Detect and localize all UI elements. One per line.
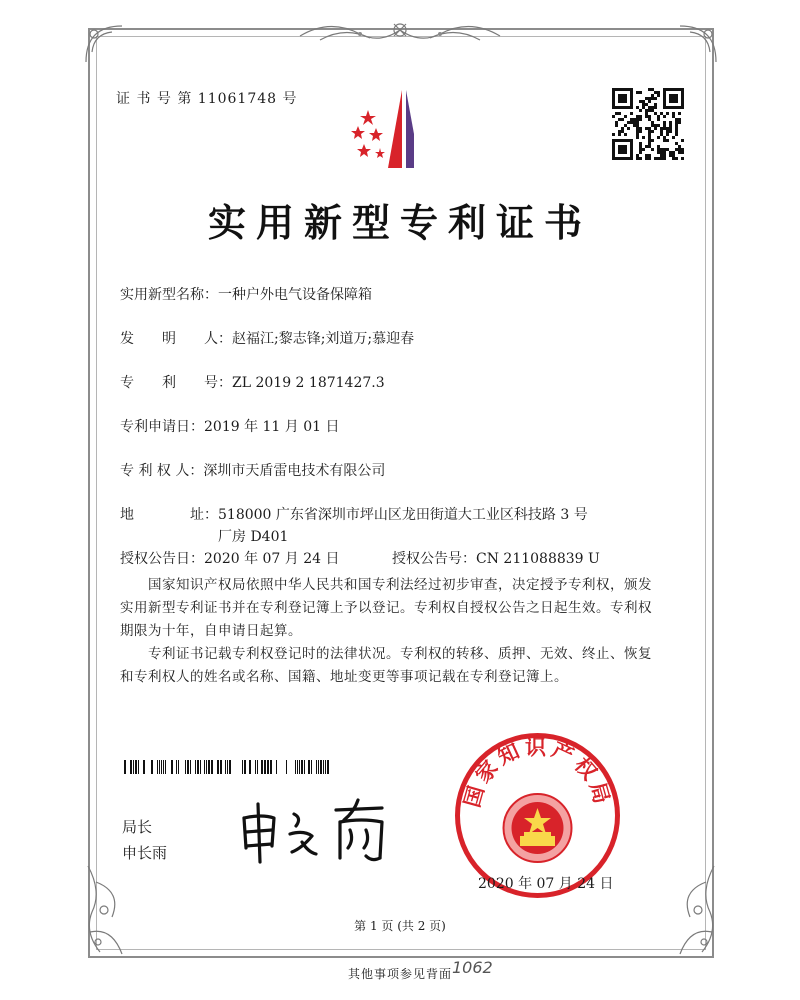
barcode-icon [122,760,330,774]
footer-note: 其他事项参见背面 [347,967,452,981]
inventor-row [120,328,414,348]
grant-date-value: 2020 年 07 月 24 日 [204,551,340,567]
corner-ornament-bottom-left-icon [82,862,142,962]
grant-date-row [120,548,340,568]
patentee-label: 专 利 权 人： [120,463,204,479]
inventor-value: 赵福江;黎志锋;刘道万;慕迎春 [232,331,415,347]
grant-date-label: 授权公告日： [120,551,204,567]
patent-number-row [120,372,385,392]
inventor-label: 发 明 人： [120,331,232,347]
top-ornament-icon [290,16,510,50]
patentee-value: 深圳市天盾雷电技术有限公司 [203,463,386,479]
handwritten-note: 1062 [452,958,493,977]
address-value-line-2: 厂房 D401 [218,529,289,545]
grant-number-value: CN 211088839 U [476,551,600,567]
national-emblem-icon [504,794,572,862]
address-label: 地 址： [120,507,218,523]
signer-name: 申长雨 [122,844,168,862]
patent-number-label: 专 利 号： [120,375,232,391]
utility-model-name-label: 实用新型名称： [120,287,218,303]
address-row-line-2 [218,526,288,546]
address-row [120,504,588,524]
application-date-label: 专利申请日： [120,419,204,435]
signer-title: 局长 [122,818,153,836]
corner-ornament-top-right-icon [676,22,720,66]
application-date-value: 2019 年 11 月 01 日 [204,419,340,435]
seal-date: 2020 年 07 月 24 日 [478,876,614,892]
page-number: 第 1 页 (共 2 页) [354,919,446,933]
address-value-line-1: 518000 广东省深圳市坪山区龙田街道大工业区科技路 3 号 [218,507,588,523]
corner-ornament-top-left-icon [82,22,126,66]
application-date-row [120,416,340,436]
utility-model-name-row [120,284,372,304]
body-paragraph-1: 国家知识产权局依照中华人民共和国专利法经过初步审查，决定授予专利权，颁发实用新型专利证书并在专利登记簿上予以登记。专利权自授权公告之日起生效。专利权期限为十年，自申请日起算。 [120,577,652,639]
certificate-number: 证 书 号 第 11061748 号 [116,91,298,107]
seal-text: 国家知识产权局 [460,735,615,811]
utility-model-name-value: 一种户外电气设备保障箱 [218,287,372,303]
corner-ornament-bottom-right-icon [660,862,720,962]
grant-number-row [392,548,600,568]
handwritten-signature-icon [232,796,402,868]
grant-number-label: 授权公告号： [392,551,476,567]
body-paragraph-2: 专利证书记载专利权登记时的法律状况。专利权的转移、质押、无效、终止、恢复和专利权人的姓名或名称、国籍、地址变更等事项记载在专利登记簿上。 [120,646,652,685]
patentee-row [120,460,385,480]
cnipa-logo-icon [340,84,460,174]
page-title: 实用新型专利证书 [207,201,592,245]
patent-number-value: ZL 2019 2 1871427.3 [232,375,385,391]
qr-code-icon [612,88,684,160]
